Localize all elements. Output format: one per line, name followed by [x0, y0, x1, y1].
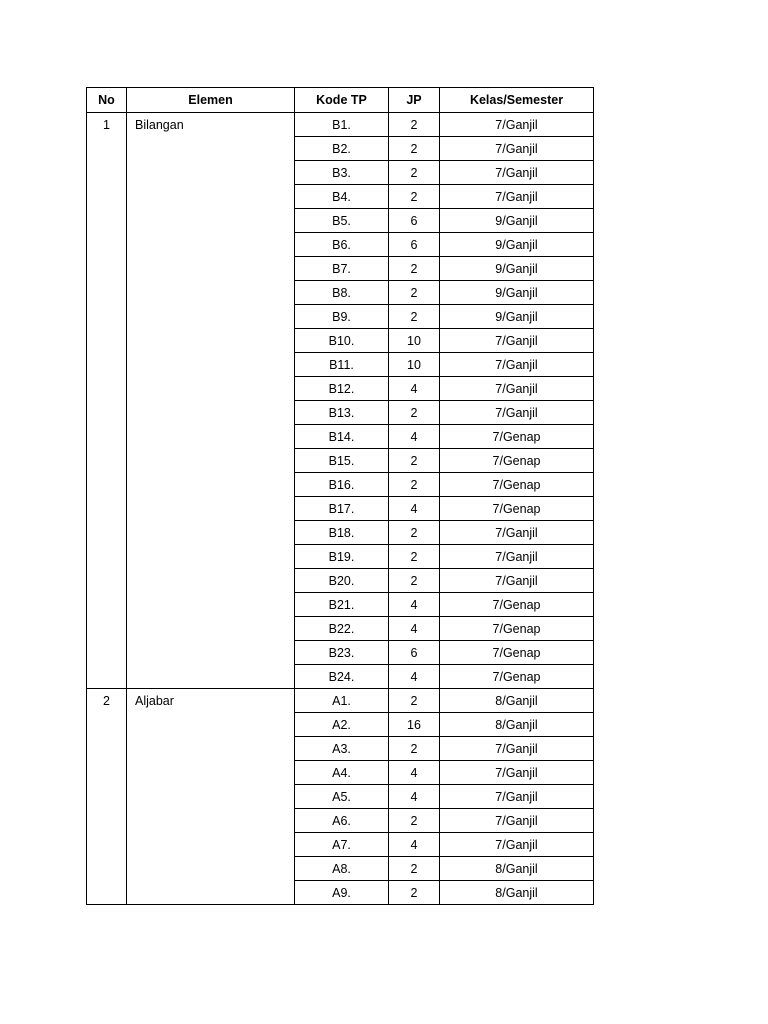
kode-tp-cell: B14.	[295, 425, 389, 449]
jp-cell: 10	[389, 353, 440, 377]
jp-cell: 2	[389, 401, 440, 425]
jp-cell: 2	[389, 137, 440, 161]
kelas-semester-cell: 7/Ganjil	[440, 161, 594, 185]
jp-cell: 10	[389, 329, 440, 353]
jp-cell: 2	[389, 257, 440, 281]
jp-cell: 16	[389, 713, 440, 737]
kode-tp-cell: B5.	[295, 209, 389, 233]
kode-tp-cell: A8.	[295, 857, 389, 881]
header-kelas-semester: Kelas/Semester	[440, 88, 594, 113]
jp-cell: 2	[389, 857, 440, 881]
kelas-semester-cell: 7/Ganjil	[440, 785, 594, 809]
kode-tp-cell: B16.	[295, 473, 389, 497]
kode-tp-cell: B11.	[295, 353, 389, 377]
kode-tp-cell: B1.	[295, 113, 389, 137]
kode-tp-cell: B24.	[295, 665, 389, 689]
jp-cell: 2	[389, 449, 440, 473]
kode-tp-cell: B15.	[295, 449, 389, 473]
kode-tp-cell: B9.	[295, 305, 389, 329]
header-no: No	[87, 88, 127, 113]
kode-tp-cell: B21.	[295, 593, 389, 617]
kelas-semester-cell: 7/Genap	[440, 593, 594, 617]
kode-tp-cell: B12.	[295, 377, 389, 401]
kode-tp-cell: B19.	[295, 545, 389, 569]
jp-cell: 6	[389, 641, 440, 665]
table-body	[87, 113, 594, 905]
jp-cell: 4	[389, 425, 440, 449]
jp-cell: 4	[389, 785, 440, 809]
kelas-semester-cell: 7/Genap	[440, 641, 594, 665]
kelas-semester-cell: 9/Ganjil	[440, 257, 594, 281]
kelas-semester-cell: 9/Ganjil	[440, 233, 594, 257]
kelas-semester-cell: 7/Genap	[440, 497, 594, 521]
header-kode-tp: Kode TP	[295, 88, 389, 113]
kode-tp-cell: B18.	[295, 521, 389, 545]
kode-tp-cell: A1.	[295, 689, 389, 713]
group-elemen: Aljabar	[127, 689, 295, 905]
jp-cell: 6	[389, 233, 440, 257]
kode-tp-cell: B8.	[295, 281, 389, 305]
jp-cell: 2	[389, 737, 440, 761]
kelas-semester-cell: 7/Ganjil	[440, 569, 594, 593]
kode-tp-cell: B23.	[295, 641, 389, 665]
kelas-semester-cell: 9/Ganjil	[440, 209, 594, 233]
jp-cell: 4	[389, 497, 440, 521]
kelas-semester-cell: 7/Ganjil	[440, 809, 594, 833]
jp-cell: 4	[389, 833, 440, 857]
kelas-semester-cell: 7/Ganjil	[440, 401, 594, 425]
kode-tp-cell: B17.	[295, 497, 389, 521]
kelas-semester-cell: 7/Ganjil	[440, 353, 594, 377]
kelas-semester-cell: 7/Genap	[440, 665, 594, 689]
kelas-semester-cell: 7/Genap	[440, 449, 594, 473]
kelas-semester-cell: 9/Ganjil	[440, 305, 594, 329]
kode-tp-cell: B2.	[295, 137, 389, 161]
kelas-semester-cell: 7/Ganjil	[440, 185, 594, 209]
kelas-semester-cell: 7/Ganjil	[440, 521, 594, 545]
jp-cell: 2	[389, 881, 440, 905]
jp-cell: 4	[389, 593, 440, 617]
kode-tp-cell: A3.	[295, 737, 389, 761]
kode-tp-cell: B4.	[295, 185, 389, 209]
kelas-semester-cell: 7/Ganjil	[440, 545, 594, 569]
kode-tp-cell: A9.	[295, 881, 389, 905]
kode-tp-cell: B13.	[295, 401, 389, 425]
curriculum-table	[86, 87, 594, 905]
jp-cell: 2	[389, 113, 440, 137]
jp-cell: 4	[389, 665, 440, 689]
kelas-semester-cell: 7/Ganjil	[440, 329, 594, 353]
kode-tp-cell: B22.	[295, 617, 389, 641]
kelas-semester-cell: 8/Ganjil	[440, 713, 594, 737]
kode-tp-cell: A5.	[295, 785, 389, 809]
kelas-semester-cell: 7/Genap	[440, 617, 594, 641]
jp-cell: 2	[389, 689, 440, 713]
header-elemen: Elemen	[127, 88, 295, 113]
jp-cell: 2	[389, 569, 440, 593]
jp-cell: 2	[389, 185, 440, 209]
kode-tp-cell: B6.	[295, 233, 389, 257]
jp-cell: 4	[389, 761, 440, 785]
jp-cell: 2	[389, 809, 440, 833]
kelas-semester-cell: 7/Ganjil	[440, 833, 594, 857]
kode-tp-cell: B3.	[295, 161, 389, 185]
header-jp: JP	[389, 88, 440, 113]
group-number: 1	[87, 113, 127, 689]
kelas-semester-cell: 9/Ganjil	[440, 281, 594, 305]
jp-cell: 4	[389, 617, 440, 641]
kode-tp-cell: A4.	[295, 761, 389, 785]
kelas-semester-cell: 7/Ganjil	[440, 737, 594, 761]
kelas-semester-cell: 7/Ganjil	[440, 137, 594, 161]
kode-tp-cell: A2.	[295, 713, 389, 737]
kelas-semester-cell: 7/Ganjil	[440, 113, 594, 137]
kelas-semester-cell: 7/Ganjil	[440, 377, 594, 401]
jp-cell: 6	[389, 209, 440, 233]
kelas-semester-cell: 7/Genap	[440, 473, 594, 497]
kode-tp-cell: B7.	[295, 257, 389, 281]
group-number: 2	[87, 689, 127, 905]
table-row	[87, 689, 594, 713]
kelas-semester-cell: 8/Ganjil	[440, 857, 594, 881]
jp-cell: 2	[389, 473, 440, 497]
kode-tp-cell: A6.	[295, 809, 389, 833]
table-row	[87, 113, 594, 137]
group-elemen: Bilangan	[127, 113, 295, 689]
kelas-semester-cell: 7/Ganjil	[440, 761, 594, 785]
kelas-semester-cell: 7/Genap	[440, 425, 594, 449]
jp-cell: 2	[389, 521, 440, 545]
kode-tp-cell: B10.	[295, 329, 389, 353]
kode-tp-cell: B20.	[295, 569, 389, 593]
jp-cell: 2	[389, 281, 440, 305]
kode-tp-cell: A7.	[295, 833, 389, 857]
kelas-semester-cell: 8/Ganjil	[440, 881, 594, 905]
jp-cell: 2	[389, 305, 440, 329]
jp-cell: 2	[389, 545, 440, 569]
header-row	[87, 88, 594, 113]
kelas-semester-cell: 8/Ganjil	[440, 689, 594, 713]
jp-cell: 4	[389, 377, 440, 401]
jp-cell: 2	[389, 161, 440, 185]
